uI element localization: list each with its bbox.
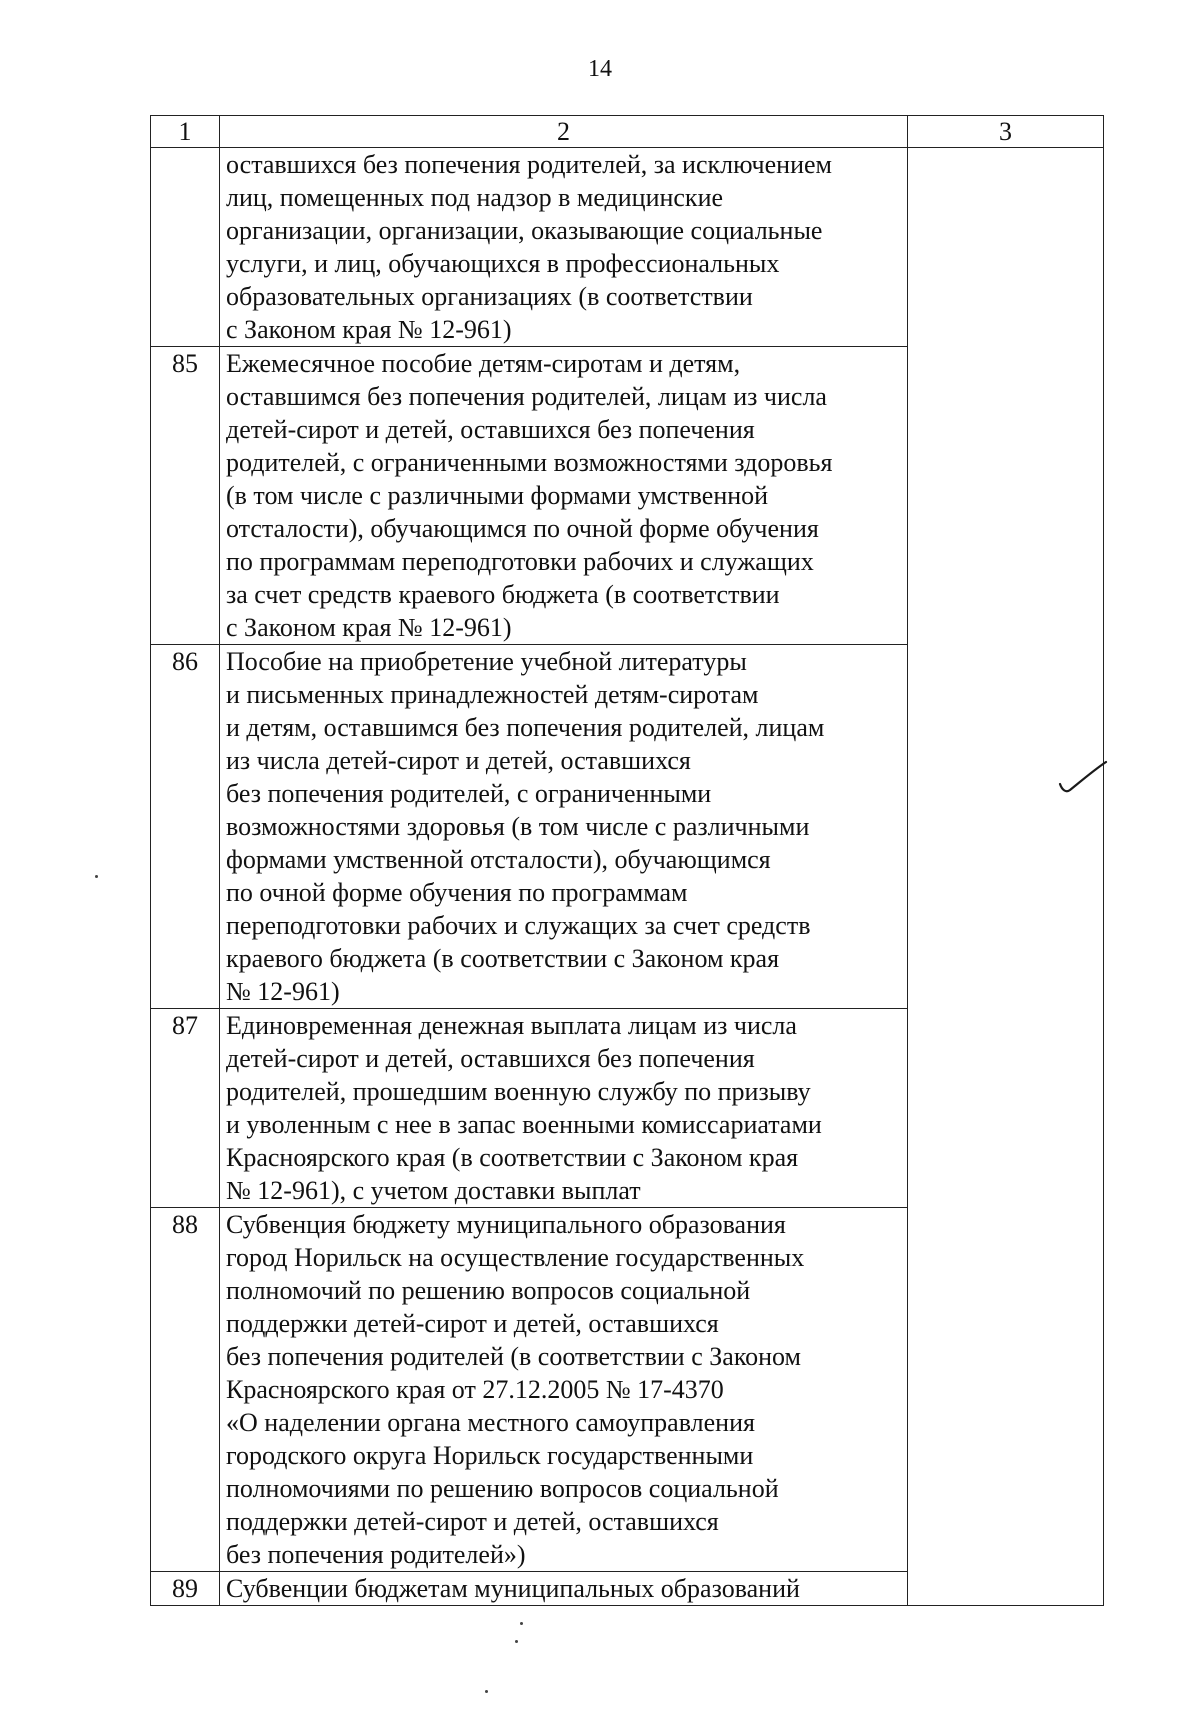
- row-text: оставшихся без попечения родителей, за исключением лиц, помещенных под надзор в медицинские организации, организации, оказывающие социальные услуги, и лиц, обучающихся в профессиональных образовательных организациях (в соответствии с Законом края № 12-961): [220, 148, 908, 347]
- handwritten-check-icon: [1058, 760, 1108, 796]
- row-number: 85: [151, 347, 220, 645]
- document-table: [150, 115, 1104, 1606]
- row-number: 89: [151, 1572, 220, 1606]
- row-number: 87: [151, 1009, 220, 1208]
- scan-speck: [485, 1690, 488, 1693]
- row-number: 88: [151, 1208, 220, 1572]
- scan-speck: [515, 1640, 518, 1643]
- row-number: 86: [151, 645, 220, 1009]
- scan-speck: [95, 875, 98, 878]
- table-row: [151, 148, 1104, 347]
- row-text: Субвенция бюджету муниципального образования город Норильск на осуществление государственных полномочий по решению вопросов социальной поддержки детей-сирот и детей, оставшихся без попечения родителей (в соответствии с Законом Красноярского края от 27.12.2005 № 17-4370 «О наделении органа местного самоуправления городского округа Норильск государственными полномочиями по решению вопросов социальной поддержки детей-сирот и детей, оставшихся без попечения родителей»): [220, 1208, 908, 1572]
- column-header-1: 1: [151, 116, 220, 148]
- row-text: Пособие на приобретение учебной литературы и письменных принадлежностей детям-сиротам и детям, оставшимся без попечения родителей, лицам из числа детей-сирот и детей, оставшихся без попечения родителей, с ограниченными возможностями здоровья (в том числе с различными формами умственной отсталости), обучающимся по очной форме обучения по программам переподготовки рабочих и служащих за счет средств краевого бюджета (в соответствии с Законом края № 12-961): [220, 645, 908, 1009]
- column-header-2: 2: [220, 116, 908, 148]
- table-header-row: [151, 116, 1104, 148]
- column-3-cell: [908, 148, 1104, 1606]
- row-number: [151, 148, 220, 347]
- row-text: Ежемесячное пособие детям-сиротам и детям, оставшимся без попечения родителей, лицам из числа детей-сирот и детей, оставшихся без попечения родителей, с ограниченными возможностями здоровья (в том числе с различными формами умственной отсталости), обучающимся по очной форме обучения по программам переподготовки рабочих и служащих за счет средств краевого бюджета (в соответствии с Законом края № 12-961): [220, 347, 908, 645]
- page-number: 14: [588, 56, 612, 82]
- row-text: Субвенции бюджетам муниципальных образований: [220, 1572, 908, 1606]
- scan-speck: [520, 1622, 523, 1625]
- row-text: Единовременная денежная выплата лицам из числа детей-сирот и детей, оставшихся без попечения родителей, прошедшим военную службу по призыву и уволенным с нее в запас военными комиссариатами Красноярского края (в соответствии с Законом края № 12-961), с учетом доставки выплат: [220, 1009, 908, 1208]
- column-header-3: 3: [908, 116, 1104, 148]
